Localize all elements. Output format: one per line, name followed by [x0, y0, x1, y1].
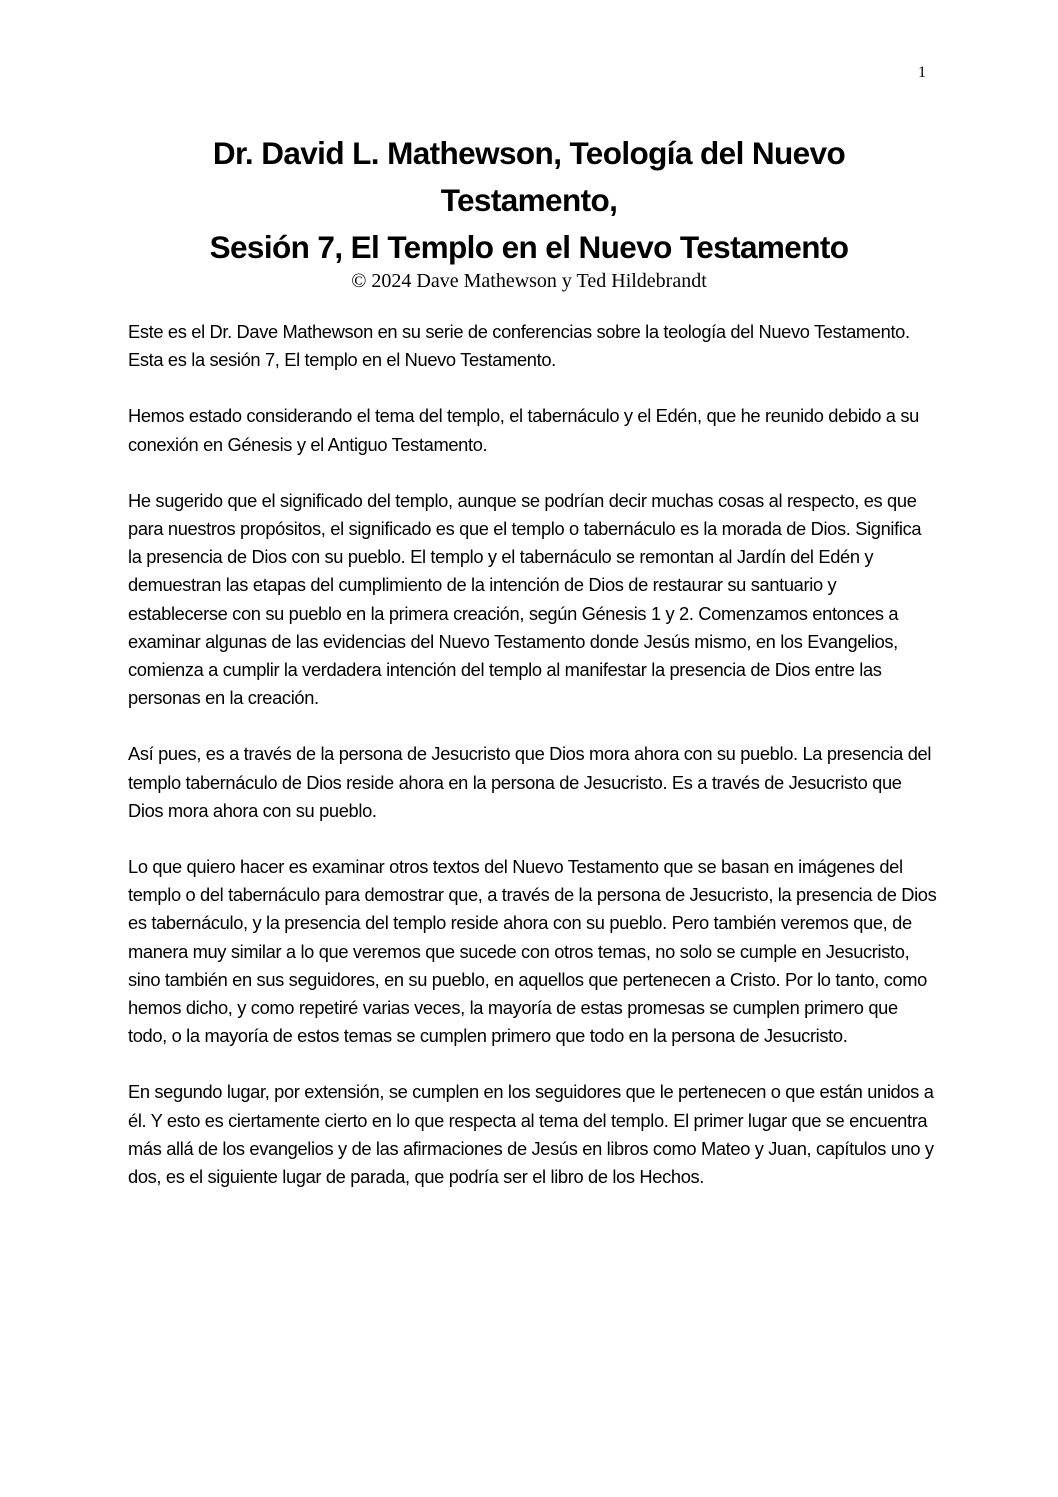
- paragraph: Hemos estado considerando el tema del templo, el tabernáculo y el Edén, que he reunido debido a su conexión en Génesis y el Antiguo Testamento.: [128, 405, 919, 455]
- document-body: [128, 318, 938, 1219]
- paragraph: Así pues, es a través de la persona de Jesucristo que Dios mora ahora con su pueblo. La presencia del templo tabernáculo de Dios reside ahora en la persona de Jesucristo. Es a través de Jesucristo que Dios mora ahora con su pueblo.: [128, 743, 932, 821]
- paragraph: Este es el Dr. Dave Mathewson en su serie de conferencias sobre la teología del Nuevo Testamento. Esta es la sesión 7, El templo en el Nuevo Testamento.: [128, 321, 910, 371]
- paragraph: He sugerido que el significado del templo, aunque se podrían decir muchas cosas al respecto, es que para nuestros propósitos, el significado es que el templo o tabernáculo es la morada de Dios. Significa la presencia de Dios con su pueblo. El templo y el tabernáculo se remontan al Jardín del Edén y demuestran las etapas del cumplimiento de la intención de Dios de restaurar su santuario y establecerse con su pueblo en la primera creación, según Génesis 1 y 2. Comenzamos entonces a examinar algunas de las evidencias del Nuevo Testamento donde Jesús mismo, en los Evangelios, comienza a cumplir la verdadera intención del templo al manifestar la presencia de Dios entre las personas en la creación.: [128, 489, 922, 709]
- document-title-line-3: Sesión 7, El Templo en el Nuevo Testamento: [209, 229, 849, 265]
- document-title-line-1: Dr. David L. Mathewson, Teología del Nuevo: [212, 135, 846, 171]
- copyright-line: © 2024 Dave Mathewson y Ted Hildebrandt: [351, 270, 707, 292]
- paragraph: Lo que quiero hacer es examinar otros textos del Nuevo Testamento que se basan en imágenes del templo o del tabernáculo para demostrar que, a través de la persona de Jesucristo, la presencia de Dios es tabernáculo, y la presencia del templo reside ahora con su pueblo. Pero también veremos que, de manera muy similar a lo que veremos que sucede con otros temas, no solo se cumple en Jesucristo, sino también en sus seguidores, en su pueblo, en aquellos que pertenecen a Cristo. Por lo tanto, como hemos dicho, y como repetiré varias veces, la mayoría de estas promesas se cumplen primero que todo, o la mayoría de estos temas se cumplen primero que todo en la persona de Jesucristo.: [128, 856, 937, 1047]
- paragraph: En segundo lugar, por extensión, se cumplen en los seguidores que le pertenecen o que están unidos a él. Y esto es ciertamente cierto en lo que respecta al tema del templo. El primer lugar que se encuentra más allá de los evangelios y de las afirmaciones de Jesús en libros como Mateo y Juan, capítulos uno y dos, es el siguiente lugar de parada, que podría ser el libro de los Hechos.: [128, 1081, 934, 1188]
- title-block: [0, 130, 1058, 293]
- page-number: 1: [918, 64, 926, 81]
- document-title-line-2: Testamento,: [440, 182, 618, 218]
